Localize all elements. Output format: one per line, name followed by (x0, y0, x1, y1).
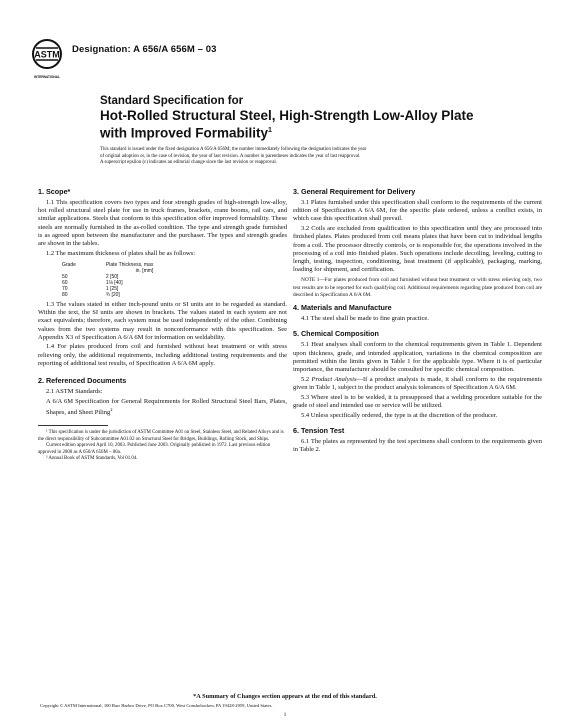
title-prefix: Standard Specification for (100, 95, 244, 107)
section-5-4: 5.4 Unless specifically ordered, the type is at the discretion of the producer. (301, 411, 498, 419)
table-cell-thickness: ¾ [20] (105, 291, 120, 298)
section-2-1: 2.1 ASTM Standards: (46, 388, 103, 396)
footnote-1-edition: Current edition approved April 10, 2003. Published June 2003. Originally published in 1972. Last previous edition approved in 2000 as A 656/A 656M – 00a. (38, 443, 271, 455)
section-5-heading: 5. Chemical Composition (293, 329, 379, 339)
table-header-thickness-line2: in. [mm] (135, 267, 154, 274)
section-6-1: 6.1 The plates as represented by the test specimens shall conform to the requirements given in Table 2. (293, 437, 542, 453)
section-1-4: 1.4 For plates produced from coil and furnished without heat treatment or with stress relieving only, the additional requirements, including additional testing requirements and the reporting of additional test results, of Specification A 6/A 6M apply. (38, 343, 287, 367)
table-cell-thickness: 2 [50] (105, 273, 119, 280)
svg-text:ASTM: ASTM (34, 49, 60, 60)
referenced-standard-footnote-ref: 2 (110, 406, 113, 412)
table-header-thickness (82, 262, 159, 274)
section-4-heading: 4. Materials and Manufacture (293, 303, 392, 313)
section-1-1: 1.1 This specification covers two types and four strength grades of high-strength low-alloy, hot rolled structural steel plate for use in truck frames, brackets, crane booms, rail cars, and similar applications. Steels that conform to this specification offer improved formability. These steels are normally furnished in the as-rolled condition. The type and strength grade furnished is as agreed upon between the manufacturer and the purchaser. The types and strength grades are shown in the tables. (38, 199, 287, 248)
table-cell-thickness: 1 [25] (105, 285, 119, 292)
table-header-row (62, 262, 159, 274)
referenced-standard-text: A 6/A 6M Specification for General Requirements for Rolled Structural Steel Bars, Plates, Shapes, and Sheet Piling (46, 397, 287, 417)
section-3-1: 3.1 Plates furnished under this specification shall conform to the requirements of the current edition of Specification A 6/A 6M, for the specific plate ordered, unless a conflict exists, in which case this specification shall prevail. (293, 199, 542, 223)
section-1-3: 1.3 The values stated in either inch-pound units or SI units are to be regarded as standard. Within the text, the SI units are shown in brackets. The values stated in each system are not exact equivalents; therefore, each system must be used independently of the other. Combining values from the two systems may result in nonconformance with this specification. See Appendix X3 of Specification A 6/A 6M for information on weldability. (38, 300, 287, 341)
footnote-divider (38, 425, 108, 426)
section-5-3: 5.3 Where steel is to be welded, it is presupposed that a welding procedure suitable for the grade of steel and intended use or service will be utilized. (293, 393, 542, 409)
designation: Designation: A 656/A 656M – 03 (72, 44, 217, 55)
table-header-grade: Grade (62, 261, 76, 268)
section-1-heading: 1. Scope* (38, 187, 71, 196)
title-line-2-text: with Improved Formability (100, 125, 269, 141)
section-1-2: 1.2 The maximum thickness of plates shall be as follows: (46, 249, 195, 257)
section-4-1: 4.1 The steel shall be made to fine grain practice. (301, 315, 429, 323)
referenced-standard (46, 398, 287, 418)
copyright: Copyright © ASTM International, 100 Barr Harbor Drive, PO Box C700, West Conshohocken, PA 19428-2959, United States. (40, 703, 273, 708)
product-analysis-label: Product Analysis (311, 375, 357, 383)
table-header-thickness-line1: Plate Thickness, max (105, 261, 154, 268)
title-block (100, 95, 490, 141)
section-5-1: 5.1 Heat analyses shall conform to the chemical requirements given in Table 1. Dependent upon thickness, grade, and intended application, variations in the chemical composition are permitted within the limits given in Table 1 for the applicable type. Where it is of particular importance, the manufacturer should be consulted for specific chemical composition. (293, 341, 542, 374)
table-cell-grade: 80 (62, 291, 68, 298)
left-column (38, 187, 287, 462)
section-5-2: 5.2 Product Analysis—If a product analysis is made, it shall conform to the requirements given in Table 1, subject to the product analysis tolerances of Specification A 6/A 6M. (293, 375, 542, 391)
section-5-2-text: —If a product analysis is made, it shall conform to the requirements given in Table 1, subject to the product analysis tolerances of Specification A 6/A 6M. (293, 375, 542, 391)
svg-text:INTERNATIONAL: INTERNATIONAL (34, 75, 60, 79)
page-number: 1 (283, 712, 287, 718)
section-3-2: 3.2 Coils are excluded from qualification to this specification until they are processed into finished plates. Plates produced from coil means plates that have been cut to individual lengths from a coil. The processor directly controls, or is responsible for, the operations involved in the processing of a coil into finished plates. Such operations include decoiling, leveling, cutting to length, testing, inspection, conditioning, heat treatment (if applicable), packaging, marking, loading for shipment, and certification. (293, 225, 542, 274)
table-cell-grade: 60 (62, 279, 68, 286)
table-row (62, 292, 159, 298)
summary-notice: *A Summary of Changes section appears at the end of this standard. (193, 693, 377, 700)
footnote-2: ² Annual Book of ASTM Standards, Vol 01.04. (46, 455, 138, 461)
standard-notice (100, 147, 500, 167)
table-cell-thickness: 1⅛ [40] (105, 279, 123, 286)
thickness-table (62, 262, 159, 298)
title-footnote-ref: 1 (268, 127, 272, 134)
astm-logo-icon (30, 38, 64, 82)
table-cell-grade: 70 (62, 285, 68, 292)
note-1: NOTE 1—For plates produced from coil and furnished without heat treatment or with stress relieving only, two test results are to be reported for each qualifying coil. Additional requirements regarding plate produced from coil are described in Specification A 6/A 6M. (293, 277, 542, 298)
table-cell-grade: 50 (62, 273, 68, 280)
right-column (293, 187, 542, 456)
notice-line-1: This standard is issued under the fixed designation A 656/A 656M; the number immediately following the designation indicates the year (100, 147, 367, 152)
notice-line-3: A superscript epsilon (ε) indicates an editorial change since the last revision or reapproval. (100, 160, 277, 166)
footnotes (38, 430, 287, 462)
title-line-1: Hot-Rolled Structural Steel, High-Strength Low-Alloy Plate (100, 108, 474, 123)
section-2-heading: 2. Referenced Documents (38, 376, 127, 386)
footnote-1: ¹ This specification is under the jurisdiction of ASTM Committee A01 on Steel, Stainless Steel, and Related Alloys and is the direct responsibility of Subcommittee A01.02 on Structural Steel for Bridges, Buildings, Rolling Stock, and Ships. (38, 430, 284, 442)
section-3-heading: 3. General Requirement for Delivery (293, 187, 416, 196)
notice-line-2: of original adoption or, in the case of revision, the year of last revision. A number in parentheses indicates the year of last reapproval. (100, 153, 361, 159)
title-line-2 (100, 123, 490, 141)
section-6-heading: 6. Tension Test (293, 425, 345, 435)
